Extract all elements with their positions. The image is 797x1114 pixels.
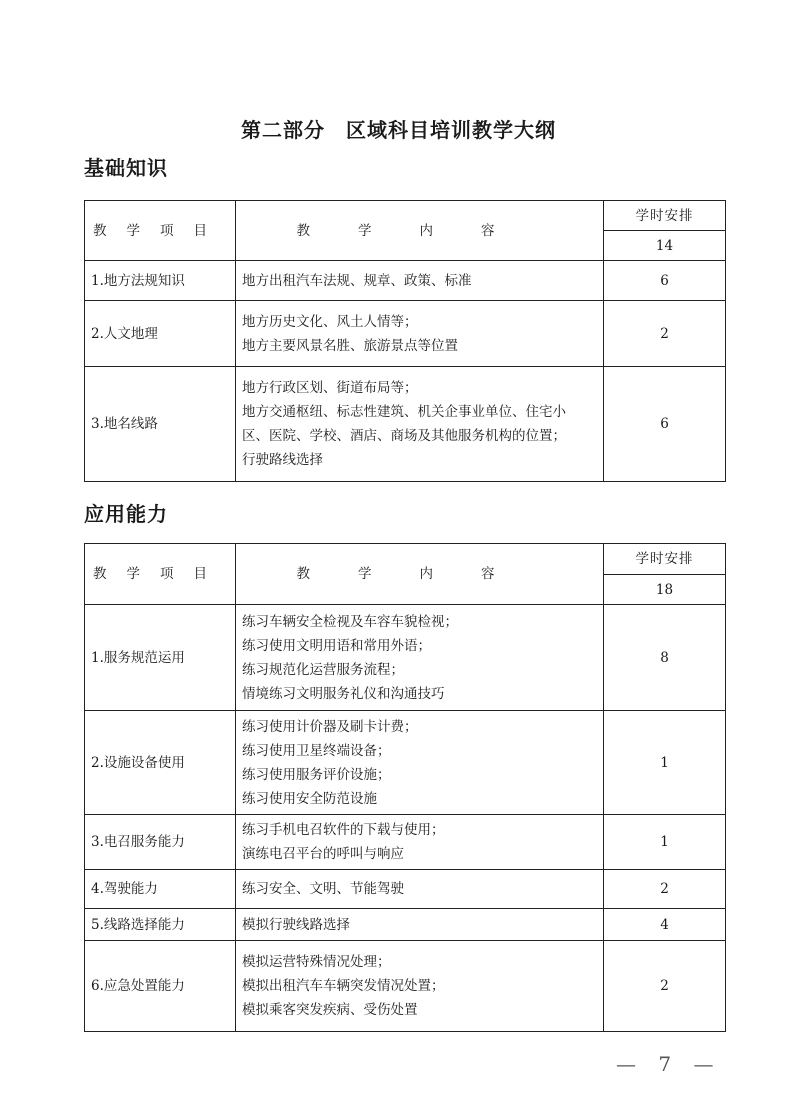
header-item: 教学项目 <box>85 201 236 261</box>
row-hours: 2 <box>604 301 726 367</box>
row-content: 练习安全、文明、节能驾驶 <box>236 870 604 909</box>
row-item: 2.人文地理 <box>85 301 236 367</box>
section-heading-applied: 应用能力 <box>84 502 168 526</box>
table-row <box>85 605 726 711</box>
applied-ability-table <box>84 543 726 1032</box>
table-row <box>85 870 726 909</box>
row-hours: 1 <box>604 711 726 815</box>
row-item: 3.电召服务能力 <box>85 815 236 870</box>
table-row <box>85 941 726 1032</box>
header-hours-total: 14 <box>604 231 726 261</box>
table-row <box>85 711 726 815</box>
basic-knowledge-table <box>84 200 726 482</box>
header-content: 教学内容 <box>236 201 604 261</box>
table-row <box>85 815 726 870</box>
row-content: 练习车辆安全检视及车容车貌检视； 练习使用文明用语和常用外语； 练习规范化运营服务流程； 情境练习文明服务礼仪和沟通技巧 <box>236 605 604 711</box>
header-hours-label: 学时安排 <box>604 201 726 231</box>
row-hours: 2 <box>604 941 726 1032</box>
row-content: 模拟行驶线路选择 <box>236 909 604 941</box>
row-content: 练习手机电召软件的下载与使用； 演练电召平台的呼叫与响应 <box>236 815 604 870</box>
row-item: 1.地方法规知识 <box>85 261 236 301</box>
table-row <box>85 367 726 482</box>
table-row <box>85 301 726 367</box>
header-content: 教学内容 <box>236 544 604 605</box>
row-content: 模拟运营特殊情况处理； 模拟出租汽车车辆突发情况处置； 模拟乘客突发疾病、受伤处置 <box>236 941 604 1032</box>
row-hours: 2 <box>604 870 726 909</box>
row-hours: 8 <box>604 605 726 711</box>
row-content: 地方历史文化、风土人情等； 地方主要风景名胜、旅游景点等位置 <box>236 301 604 367</box>
row-item: 1.服务规范运用 <box>85 605 236 711</box>
row-hours: 6 <box>604 261 726 301</box>
table-row <box>85 909 726 941</box>
row-item: 4.驾驶能力 <box>85 870 236 909</box>
header-hours-label: 学时安排 <box>604 544 726 575</box>
row-content: 练习使用计价器及刷卡计费； 练习使用卫星终端设备； 练习使用服务评价设施； 练习使用安全防范设施 <box>236 711 604 815</box>
section-heading-basic: 基础知识 <box>84 156 168 180</box>
row-hours: 1 <box>604 815 726 870</box>
header-item: 教学项目 <box>85 544 236 605</box>
row-hours: 6 <box>604 367 726 482</box>
page-title: 第二部分 区域科目培训教学大纲 <box>241 118 556 142</box>
row-item: 6.应急处置能力 <box>85 941 236 1032</box>
table-row <box>85 261 726 301</box>
row-item: 3.地名线路 <box>85 367 236 482</box>
header-hours-total: 18 <box>604 575 726 605</box>
row-item: 2.设施设备使用 <box>85 711 236 815</box>
row-content: 地方出租汽车法规、规章、政策、标准 <box>236 261 604 301</box>
page-number: — 7 — <box>616 1052 722 1076</box>
row-item: 5.线路选择能力 <box>85 909 236 941</box>
row-hours: 4 <box>604 909 726 941</box>
row-content: 地方行政区划、街道布局等； 地方交通枢纽、标志性建筑、机关企事业单位、住宅小 区、医院、学校、酒店、商场及其他服务机构的位置； 行驶路线选择 <box>236 367 604 482</box>
